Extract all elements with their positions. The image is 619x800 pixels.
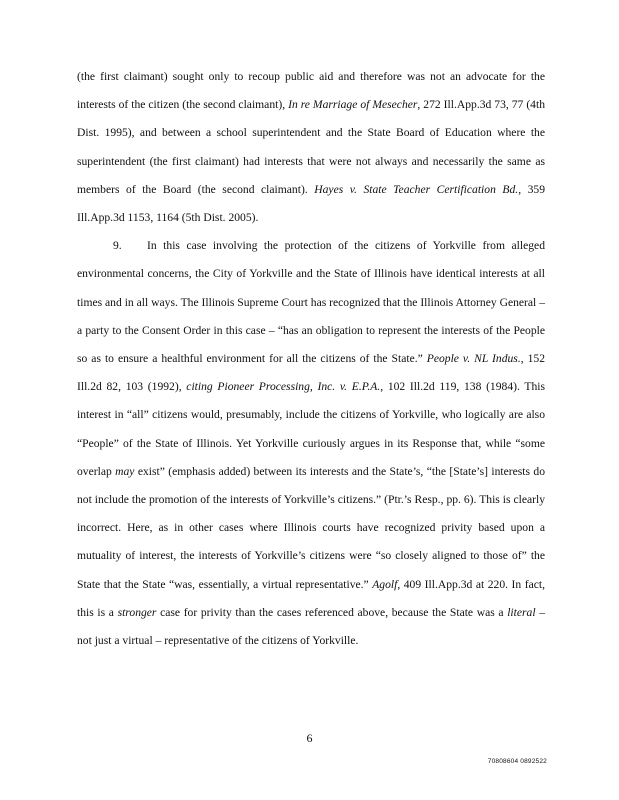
document-body	[77, 63, 545, 655]
text-run: , 359 Ill.App.3d 1153, 1164 (5th Dist. 2005).	[77, 182, 546, 225]
text-run: (the first claimant) sought only to recoup public aid and therefore was not an advocate for the interests of the citizen (the second claimant),	[77, 70, 545, 112]
case-citation: Hayes v. State Teacher Certification Bd.	[314, 182, 519, 196]
emphasized-word: stronger	[117, 605, 157, 619]
text-run: – not just a virtual – representative of the citizens of Yorkville.	[77, 605, 545, 648]
case-citation: In re Marriage of Mesecher	[288, 98, 418, 112]
paragraph-9	[77, 232, 545, 655]
case-citation: People v. NL Indus.	[426, 352, 521, 366]
document-id: 70808604 0892522	[487, 758, 547, 765]
emphasized-word: literal	[507, 605, 536, 619]
case-citation: Agolf	[372, 577, 398, 591]
text-run: exist” (emphasis added) between its interests and the State’s, “the [State’s] interests do not include the promotion of the interests of Yorkville’s citizens.” (Ptr.’s Resp., pp. 6). This is clearly incorrect. Here, as in other cases where Illinois courts have recognized privity based upon a mutuality of interest, the interests of Yorkville’s citizens were “so closely aligned to those of” the State that the State “was, essentially, a virtual representative.”	[77, 464, 545, 591]
text-run: , 102 Ill.2d 119, 138 (1984). This interest in “all” citizens would, presumably, include the citizens of Yorkville, who logically are also “People” of the State of Illinois. Yet Yorkville curiously argues in its Response that, while “some overlap	[77, 380, 545, 478]
paragraph-continued	[77, 63, 545, 232]
emphasized-word: may	[115, 464, 135, 478]
text-run: , 409 Ill.App.3d at 220. In fact, this is a	[77, 577, 545, 619]
case-citation: citing Pioneer Processing, Inc. v. E.P.A.	[186, 380, 381, 394]
page-number: 6	[306, 731, 313, 745]
paragraph-number: 9.	[113, 239, 122, 253]
text-run: , 152 Ill.2d 82, 103 (1992),	[77, 352, 545, 394]
text-run: case for privity than the cases referenced above, because the State was a	[156, 605, 508, 619]
text-run: , 272 Ill.App.3d 73, 77 (4th Dist. 1995), and between a school superintendent and the State Board of Education where the superintendent (the first claimant) had interests that were not always and necessarily the same as members of the Board (the second claimant).	[77, 98, 545, 196]
text-run: In this case involving the protection of the citizens of Yorkville from alleged environmental concerns, the City of Yorkville and the State of Illinois have identical interests at all times and in all ways. The Illinois Supreme Court has recognized that the Illinois Attorney General – a party to the Consent Order in this case – “has an obligation to represent the interests of the People so as to ensure a healthful environment for all the citizens of the State.”	[77, 239, 545, 366]
